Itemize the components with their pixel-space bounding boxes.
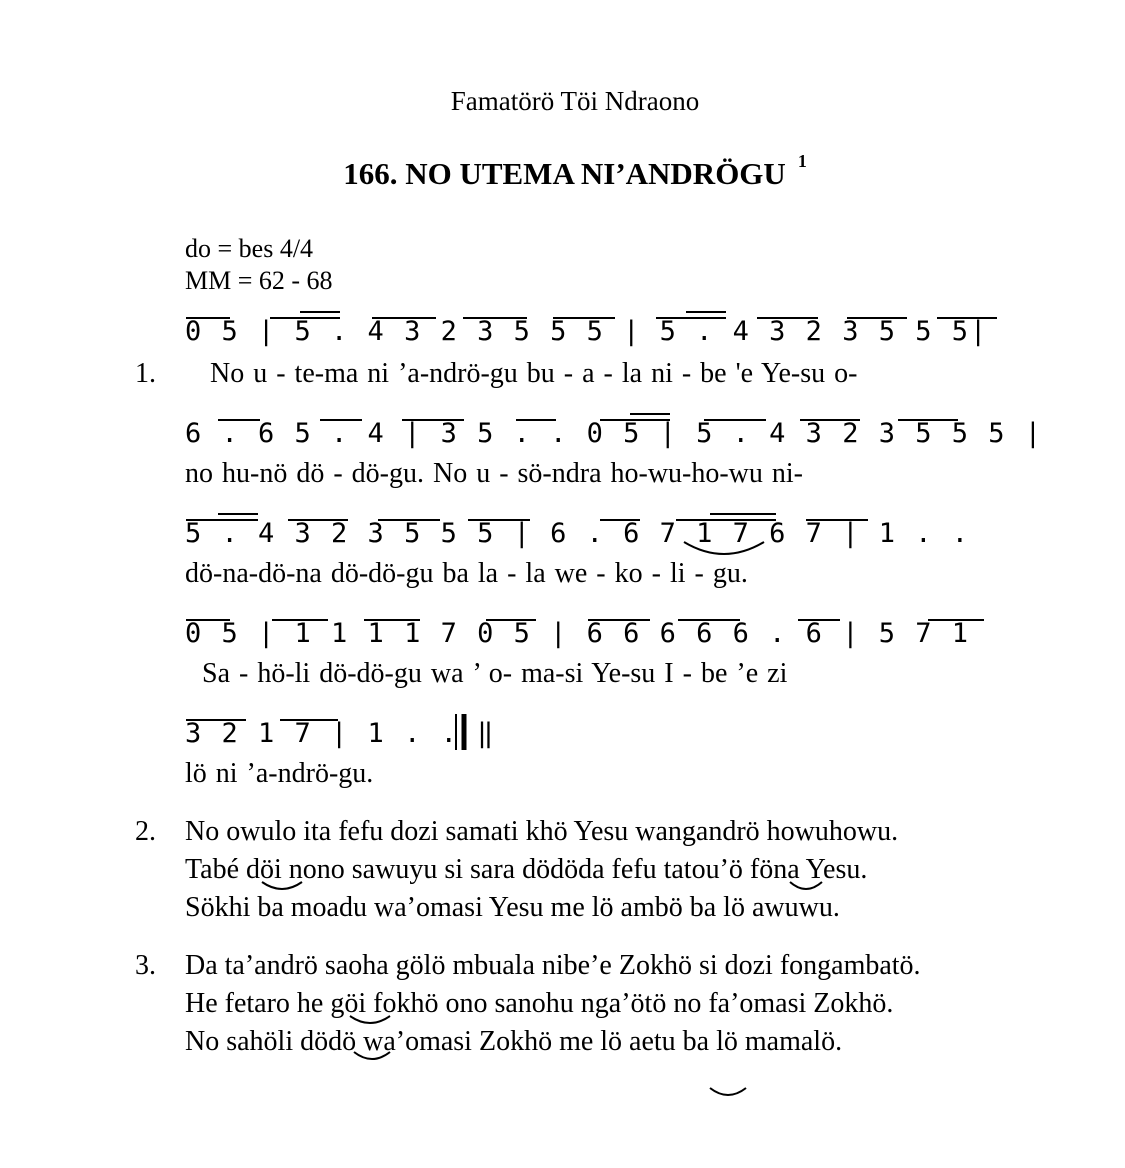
notation-line-1: 0 5 | 5 . 4 3 2 3 5 5 5 | 5 . 4 3 2 3 5 5 5| — [185, 316, 989, 347]
lyric-line-2: no hu-nö dö - dö-gu. No u - sö-ndra ho-wu-ho-wu ni- — [185, 458, 804, 489]
verse-number-1: 1. — [135, 358, 156, 389]
notation-line-2: 6 . 6 5 . 4 | 3 5 . . 0 5 | 5 . 4 3 2 3 5 5 5 | — [185, 418, 1044, 449]
verse-number-2: 2. — [135, 816, 156, 847]
notation-line-5: 3 2 1 7 | 1 . . ‖ — [185, 718, 496, 749]
verse-3-line-2: He fetaro he göi fokhö ono sanohu nga’ötö no fa’omasi Zokhö. — [185, 988, 894, 1019]
book-header: Famatörö Töi Ndraono — [450, 86, 700, 116]
hymn-title-text: 166. NO UTEMA NI’ANDRÖGU — [343, 156, 786, 191]
verse-2-line-1: No owulo ita fefu dozi samati khö Yesu wangandrö howuhowu. — [185, 816, 899, 847]
key-signature: do = bes 4/4 — [185, 234, 314, 263]
elision-mark — [354, 1052, 390, 1059]
elision-mark — [790, 882, 822, 889]
verse-3-line-3: No sahöli dödö wa’omasi Zokhö me lö aetu ba lö mamalö. — [185, 1026, 843, 1057]
elision-mark — [262, 882, 302, 889]
elision-mark — [350, 1016, 390, 1023]
lyric-line-5: lö ni ’a-ndrö-gu. — [185, 758, 374, 789]
lyric-line-1: No u - te-ma ni ’a-ndrö-gu bu - a - la ni - be 'e Ye-su o- — [210, 358, 858, 389]
verse-number-3: 3. — [135, 950, 156, 981]
tempo-marking: MM = 62 - 68 — [185, 266, 333, 295]
verse-2-line-2: Tabé döi nono sawuyu si sara dödöda fefu tatou’ö föna Yesu. — [185, 854, 868, 885]
slur — [684, 542, 764, 554]
title-footnote-marker: 1 — [797, 150, 807, 171]
notation-line-4: 0 5 | 1 1 1 1 7 0 5 | 6 6 6 6 6 . 6 | 5 7 1 — [185, 618, 970, 649]
lyric-line-4: Sa - hö-li dö-dö-gu wa ’ o- ma-si Ye-su I - be ’e zi — [202, 658, 788, 689]
notation-line-3: 5 . 4 3 2 3 5 5 5 | 6 . 6 7 1 7 6 7 | 1 . . — [185, 518, 970, 549]
verse-2-line-3: Sökhi ba moadu wa’omasi Yesu me lö ambö ba lö awuwu. — [185, 892, 840, 923]
elision-mark — [710, 1088, 746, 1095]
verse-3-line-1: Da ta’andrö saoha gölö mbuala nibe’e Zokhö si dozi fongambatö. — [185, 950, 921, 981]
lyric-line-3: dö-na-dö-na dö-dö-gu ba la - la we - ko - li - gu. — [185, 558, 748, 589]
